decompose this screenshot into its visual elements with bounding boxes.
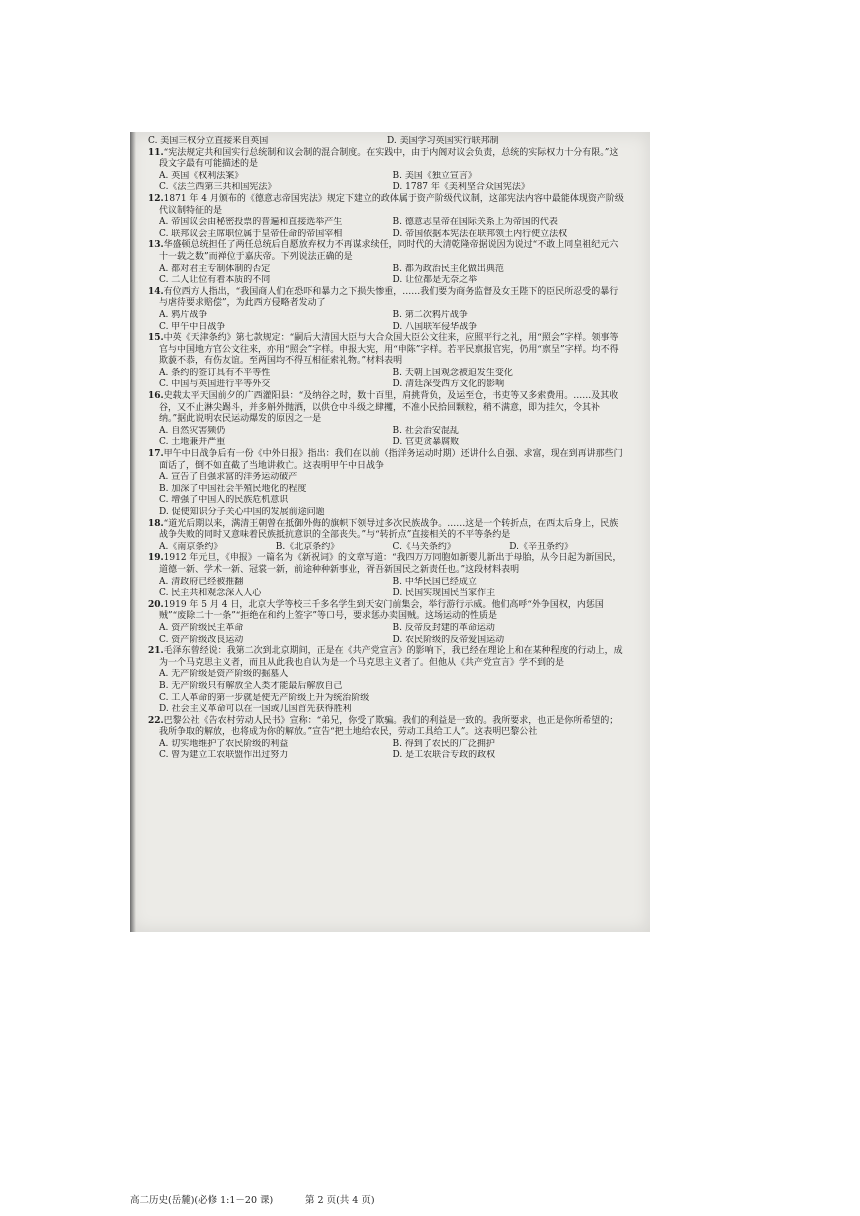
option-c: C. 增强了中国人的民族危机意识 <box>159 495 289 506</box>
option-d: D. 是工农联合专政的政权 <box>392 750 496 761</box>
question <box>148 148 626 194</box>
option-b: B. 反帝反封建的革命运动 <box>392 622 495 633</box>
option-c: C. 曾为建立工农联盟作出过努力 <box>159 750 289 761</box>
question-stem <box>148 333 626 368</box>
question <box>148 287 626 333</box>
options <box>148 171 626 194</box>
question-stem <box>148 519 626 542</box>
option-a: A. 资产阶级民主革命 <box>159 622 244 633</box>
question-number: 20. <box>148 599 164 610</box>
page-footer <box>0 1192 860 1206</box>
option-c: C.《马关条约》 <box>392 541 456 552</box>
options <box>148 669 626 715</box>
exam-paper <box>130 132 650 932</box>
question-stem <box>148 194 626 217</box>
option-d: D. 美国学习英国实行联邦制 <box>387 136 499 146</box>
option-b: B. 中华民国已经成立 <box>392 576 477 587</box>
option-d: D. 促使知识分子关心中国的发展前途问题 <box>159 507 325 517</box>
option-b: B. 得到了农民的广泛拥护 <box>392 738 495 749</box>
question-stem <box>148 716 626 739</box>
carryover-options <box>148 136 626 148</box>
option-a: A.《南京条约》 <box>159 541 223 552</box>
question-text: 1871 年 4 月颁布的《德意志帝国宪法》规定下建立的政体属于资产阶级代议制，这部宪法内容中最能体现资产阶级代议制特征的是 <box>159 193 624 216</box>
question-stem <box>148 148 626 171</box>
options <box>148 577 626 600</box>
question <box>148 600 626 646</box>
question-number: 21. <box>148 646 164 657</box>
question <box>148 519 626 554</box>
options <box>148 739 626 762</box>
option-d: D.《辛丑条约》 <box>509 541 574 552</box>
option-a: A. 宣告了自强求富的洋务运动破产 <box>159 472 298 483</box>
question-number: 14. <box>148 286 164 297</box>
option-d: D. 民国实现国民当家作主 <box>392 588 496 599</box>
option-c: C. 联邦议会主席职位属于皇帝任命的帝国宰相 <box>159 228 343 239</box>
question-list <box>148 148 626 762</box>
question-stem <box>148 553 626 576</box>
option-b: B. 德意志皇帝在国际关系上为帝国的代表 <box>392 217 558 228</box>
question-number: 13. <box>148 240 164 251</box>
option-a: A. 无产阶级是资产阶级的掘墓人 <box>159 669 289 680</box>
question-text: “宪法规定共和国实行总统制和议会制的混合制度。在实践中，由于内阁对议会负责，总统的实际权力十分有限。”这段文字最有可能描述的是 <box>159 147 619 170</box>
option-d: D. 社会主义革命可以在一国或几国首先获得胜利 <box>159 704 352 715</box>
option-c: C. 美国三权分立直接来自英国 <box>148 136 269 146</box>
question-stem <box>148 646 626 669</box>
option-a: A. 帝国议会由秘密投票的普遍和直接选举产生 <box>159 217 343 228</box>
question-stem <box>148 600 626 623</box>
options <box>148 264 626 287</box>
option-d: D. 帝国依据本宪法在联邦领土内行使立法权 <box>392 228 568 239</box>
question-number: 12. <box>148 193 164 204</box>
option-d: D. 1787 年《美利坚合众国宪法》 <box>392 182 530 193</box>
option-a: A. 自然灾害频仍 <box>159 425 226 436</box>
option-a: A. 英国《权利法案》 <box>159 170 244 181</box>
question-text: 毛泽东曾经说：我第二次到北京期间，正是在《共产党宣言》的影响下，我已经在理论上和在某种程度的行动上，成为一个马克思主义者，而且从此我也自认为是一个马克思主义者了。但他从《共产党宣言》学不到的是 <box>159 646 623 668</box>
option-c: C. 二人让位有着本质的不同 <box>159 275 271 286</box>
question <box>148 553 626 599</box>
question-number: 15. <box>148 333 164 344</box>
option-c: C. 资产阶级改良运动 <box>159 634 244 645</box>
options <box>148 217 626 240</box>
option-b: B. 无产阶级只有解放全人类才能最后解放自己 <box>159 680 343 691</box>
question-number: 18. <box>148 518 164 529</box>
question-stem <box>148 287 626 310</box>
question-text: 华盛顿总统担任了两任总统后自愿放弃权力不再谋求续任，同时代的大清乾隆帝据说因为说过“不敢上同皇祖纪元六十一载之数”而禅位于嘉庆帝。下列说法正确的是 <box>159 240 619 262</box>
option-b: B. 加深了中国社会半殖民地化的程度 <box>159 483 307 494</box>
option-a: A. 切实地维护了农民阶级的利益 <box>159 738 289 749</box>
question <box>148 194 626 240</box>
question <box>148 449 626 519</box>
option-c: C. 甲午中日战争 <box>159 321 226 332</box>
options <box>148 310 626 333</box>
question-text: 史载太平天国前夕的广西灌阳县：“及纳谷之时，数十百里，肩挑背负，及运至仓，书吏等又多索费用。……及其收谷，又不止淋尖踢斗，并多斛外抛洒，以供仓中斗级之肆攫，不准小民拾回颗粒，稍不满意，即为挂欠，令其补纳。”据此说明农民运动爆发的原因之一是 <box>159 391 619 425</box>
page-number: 第 2 页(共 4 页) <box>305 1195 375 1206</box>
option-a: A. 清政府已经被推翻 <box>159 576 244 587</box>
option-d: D. 清廷深受西方文化的影响 <box>392 379 505 390</box>
option-a: A. 都对君主专制体制的否定 <box>159 263 271 274</box>
question-stem <box>148 449 626 472</box>
option-b: B.《北京条约》 <box>275 541 340 552</box>
question <box>148 240 626 286</box>
exam-content <box>148 136 626 902</box>
options <box>148 368 626 391</box>
question-text: 1919 年 5 月 4 日，北京大学等校三千多名学生到天安门前集会，举行游行示威。他们高呼“外争国权，内惩国贼”“废除二十一条”“拒绝在和约上签字”等口号，要求惩办卖国贼。这场运动的性质是 <box>159 599 604 622</box>
question-number: 22. <box>148 715 164 726</box>
option-b: B. 都为政治民主化做出典范 <box>392 263 504 274</box>
option-d: D. 八国联军侵华战争 <box>392 321 478 332</box>
question-number: 17. <box>148 449 164 460</box>
question-text: 巴黎公社《告农村劳动人民书》宣称：“弟兄，你受了欺骗。我们的利益是一致的。我所要求，也正是你所希望的；我所争取的解放，也将成为你的解放。”宣告“把土地给农民，劳动工具给工人”。这表明巴黎公社 <box>159 715 619 738</box>
question <box>148 716 626 762</box>
question-text: 中英《天津条约》第七款规定：“嗣后大清国大臣与大合众国大臣公文往来，应照平行之礼，用“照会”字样。领事等官与中国地方官公文往来，亦用“照会”字样。申报大宪，用“申陈”字样。若平民禀报官宪，仍用“禀呈”字样。均不得欺藐不恭，有伤友谊。至两国均不得互相征索礼物。”材料表明 <box>159 333 619 367</box>
option-c: C. 中国与英国进行平等外交 <box>159 379 271 390</box>
question-stem <box>148 391 626 426</box>
question-number: 19. <box>148 553 164 564</box>
option-d: D. 让位都是无奈之举 <box>392 275 478 286</box>
option-b: B. 社会治安混乱 <box>392 425 459 436</box>
question-text: 有位西方人指出，“我国商人们在恐吓和暴力之下损失惨重，……我们要为商务监督及女王陛下的臣民所忍受的暴行与虐待要求赔偿”，为此西方侵略者发动了 <box>159 286 619 309</box>
option-a: A. 条约的签订具有不平等性 <box>159 367 271 378</box>
question-number: 16. <box>148 391 164 402</box>
options <box>148 623 626 646</box>
question <box>148 646 626 716</box>
option-d: D. 农民阶级的反帝爱国运动 <box>392 634 505 645</box>
option-b: B. 天朝上国观念被迫发生变化 <box>392 367 513 378</box>
option-d: D. 官吏贪暴腐败 <box>392 437 460 448</box>
option-b: B. 第二次鸦片战争 <box>392 309 468 320</box>
question-text: 1912 年元旦，《申报》一篇名为《新祝词》的文章写道：“我四万万同胞如新婴儿新出于母胎，从今日起为新国民，道德一新、学术一新、冠裳一新，前途种种新事业，胥吾新国民之新责任也。”这段材料表明 <box>159 553 622 575</box>
question <box>148 391 626 449</box>
question-text: 甲午中日战争后有一份《中外日报》指出：我们在以前（指洋务运动时期）还讲什么自强、求富，现在到再讲那些门面话了，倒不如直截了当地讲救亡。这表明甲午中日战争 <box>159 449 623 471</box>
question-number: 11. <box>148 147 164 158</box>
option-a: A. 鸦片战争 <box>159 309 208 320</box>
option-c: C. 工人革命的第一步就是使无产阶级上升为统治阶级 <box>159 692 370 703</box>
options <box>148 472 626 518</box>
options <box>148 426 626 449</box>
option-b: B. 美国《独立宣言》 <box>392 170 477 181</box>
option-c: C. 土地兼并严重 <box>159 437 226 448</box>
question-text: “道光后期以来，满清王朝曾在抵御外侮的旗帜下领导过多次民族战争。……这是一个转折点，在西太后身上，民族战争失败的同时又意味着民族抵抗意识的全部丧失。”与“转折点”直接相关的不平等条约是 <box>159 518 619 541</box>
option-c: C.《法兰西第三共和国宪法》 <box>159 182 277 193</box>
question <box>148 333 626 391</box>
course-label: 高二历史(岳麓)(必修 1:1－20 课) <box>130 1195 274 1206</box>
option-c: C. 民主共和观念深入人心 <box>159 588 262 599</box>
options <box>148 542 626 554</box>
question-stem <box>148 240 626 263</box>
